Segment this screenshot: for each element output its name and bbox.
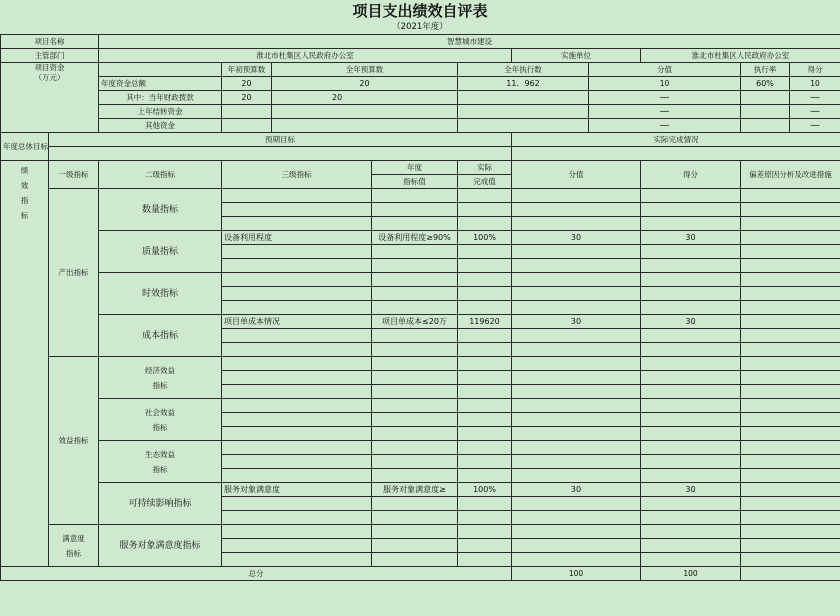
cell[interactable] (222, 497, 372, 511)
satisfaction-line-1: 满意度 (62, 533, 85, 543)
cell[interactable] (222, 455, 372, 469)
total-initial-value[interactable]: 20 (222, 77, 272, 91)
cell[interactable] (372, 539, 458, 553)
cell[interactable] (641, 189, 741, 203)
cost-score-value[interactable]: 30 (512, 315, 641, 329)
cell[interactable] (458, 539, 512, 553)
total-score-row (1, 567, 840, 581)
goals-header-row (1, 133, 840, 147)
carry-exec-blank[interactable] (458, 105, 589, 119)
cell[interactable] (222, 245, 372, 259)
cell[interactable] (641, 553, 741, 567)
cell[interactable] (641, 343, 741, 357)
dept-value[interactable]: 淮北市杜集区人民政府办公室 (99, 49, 512, 63)
cell[interactable] (512, 511, 641, 525)
cost-indicator-label[interactable]: 成本指标 (99, 315, 222, 357)
cell[interactable] (512, 189, 641, 203)
cell[interactable] (372, 273, 458, 287)
cell[interactable] (372, 329, 458, 343)
cell[interactable] (458, 259, 512, 273)
col-reason[interactable]: 偏差原因分析及改进措施 (741, 161, 840, 189)
other-label[interactable]: 其他资金 (99, 119, 222, 133)
cell[interactable] (372, 427, 458, 441)
social-indicator-label[interactable] (99, 399, 222, 441)
cell[interactable] (372, 217, 458, 231)
col-level3[interactable]: 三级指标 (222, 161, 372, 189)
cell[interactable] (372, 455, 458, 469)
cell[interactable] (458, 511, 512, 525)
total-full-value[interactable]: 20 (272, 77, 458, 91)
cell[interactable] (512, 427, 641, 441)
cell[interactable] (222, 413, 372, 427)
satisfaction-sub-label[interactable]: 服务对象满意度指标 (99, 525, 222, 567)
table-row (1, 273, 840, 287)
total-score[interactable]: 10 (790, 77, 840, 91)
cell[interactable] (512, 525, 641, 539)
cell[interactable] (458, 217, 512, 231)
output-indicator-label[interactable]: 产出指标 (49, 189, 99, 357)
quality-indicator-name[interactable]: 设备利用程度 (222, 231, 372, 245)
cell[interactable] (222, 357, 372, 371)
col-actual-top[interactable]: 实际 (458, 161, 512, 175)
social-line-1: 社会效益 (145, 407, 175, 417)
cell[interactable] (641, 413, 741, 427)
cell[interactable] (222, 371, 372, 385)
cell[interactable] (372, 385, 458, 399)
col-exec-rate[interactable]: 执行率 (741, 63, 790, 77)
other-rate-blank[interactable] (741, 119, 790, 133)
sustainable-score[interactable]: 30 (641, 483, 741, 497)
table-row (1, 231, 840, 245)
economic-line-1: 经济效益 (145, 365, 175, 375)
cell[interactable] (458, 399, 512, 413)
col-score-value[interactable]: 分值 (589, 63, 741, 77)
cell[interactable] (372, 511, 458, 525)
cell[interactable] (641, 357, 741, 371)
cell[interactable] (641, 259, 741, 273)
cell[interactable] (458, 469, 512, 483)
fiscal-exec-value[interactable] (458, 91, 589, 105)
project-name-value[interactable]: 智慧城市建设 (99, 35, 840, 49)
cell[interactable] (458, 203, 512, 217)
social-line-2: 指标 (152, 422, 168, 432)
col-ind-score[interactable]: 得分 (641, 161, 741, 189)
cell[interactable] (372, 259, 458, 273)
cell[interactable] (458, 427, 512, 441)
col-level2[interactable]: 二级指标 (99, 161, 222, 189)
cell[interactable] (222, 525, 372, 539)
sustainable-score-value[interactable]: 30 (512, 483, 641, 497)
cell[interactable] (641, 455, 741, 469)
cell[interactable] (222, 343, 372, 357)
cell[interactable] (222, 469, 372, 483)
cost-actual[interactable]: 119620 (458, 315, 512, 329)
table-row (1, 525, 840, 539)
cell[interactable] (222, 511, 372, 525)
quality-score[interactable]: 30 (641, 231, 741, 245)
cell[interactable] (458, 385, 512, 399)
cell[interactable] (222, 539, 372, 553)
cell[interactable] (512, 469, 641, 483)
carry-label[interactable]: 上年结转资金 (99, 105, 222, 119)
cell[interactable] (222, 553, 372, 567)
cell[interactable] (741, 301, 840, 315)
cell[interactable] (458, 553, 512, 567)
cell[interactable] (741, 231, 840, 245)
col-actual-bottom[interactable]: 完成值 (458, 175, 512, 189)
cell[interactable] (512, 441, 641, 455)
cell[interactable] (641, 441, 741, 455)
table-row (1, 189, 840, 203)
col-initial-budget[interactable]: 年初预算数 (222, 63, 272, 77)
quality-actual[interactable]: 100% (458, 231, 512, 245)
indicator-header-row (1, 161, 840, 175)
quantity-indicator-label[interactable]: 数量指标 (99, 189, 222, 231)
footer-score[interactable]: 100 (641, 567, 741, 581)
fiscal-full-value[interactable]: 20 (272, 91, 458, 105)
carry-dash[interactable]: — (589, 105, 741, 119)
total-funds-label[interactable]: 年度资金总额 (99, 77, 222, 91)
cell[interactable] (641, 273, 741, 287)
cell[interactable] (222, 329, 372, 343)
side-char-1: 绩 (20, 166, 29, 175)
cell[interactable] (741, 287, 840, 301)
table-row (1, 399, 840, 413)
cell[interactable] (512, 371, 641, 385)
cell[interactable] (641, 329, 741, 343)
cell[interactable] (372, 441, 458, 455)
cell[interactable] (372, 469, 458, 483)
carry-score-dash[interactable]: — (790, 105, 840, 119)
cell[interactable] (222, 427, 372, 441)
cell[interactable] (741, 539, 840, 553)
cell[interactable] (512, 287, 641, 301)
col-level1[interactable]: 一级指标 (49, 161, 99, 189)
total-score-label[interactable]: 总分 (1, 567, 512, 581)
cell[interactable] (741, 217, 840, 231)
funds-fiscal-row (1, 91, 840, 105)
cell[interactable] (741, 427, 840, 441)
project-name-label[interactable]: 项目名称 (1, 35, 99, 49)
performance-side-label (1, 161, 49, 567)
cell[interactable] (458, 413, 512, 427)
table-row (1, 483, 840, 497)
cell[interactable] (512, 329, 641, 343)
cell[interactable] (512, 343, 641, 357)
cell[interactable] (372, 301, 458, 315)
cell[interactable] (512, 455, 641, 469)
cell[interactable] (512, 553, 641, 567)
table-row (1, 357, 840, 371)
cell[interactable] (641, 497, 741, 511)
cell[interactable] (372, 203, 458, 217)
col-year-top[interactable]: 年度 (372, 161, 458, 175)
timeliness-indicator-label[interactable]: 时效指标 (99, 273, 222, 315)
cell[interactable] (641, 427, 741, 441)
cell[interactable] (512, 539, 641, 553)
total-exec-value[interactable]: 11．962 (458, 77, 589, 91)
cell[interactable] (641, 217, 741, 231)
cell[interactable] (458, 329, 512, 343)
cell[interactable] (372, 497, 458, 511)
carry-rate-blank[interactable] (741, 105, 790, 119)
total-score-value[interactable]: 10 (589, 77, 741, 91)
fiscal-score-dash[interactable]: — (790, 91, 840, 105)
cell[interactable] (641, 301, 741, 315)
table-row (1, 315, 840, 329)
cell[interactable] (641, 245, 741, 259)
side-char-4: 标 (20, 211, 29, 220)
funds-other-row (1, 119, 840, 133)
other-initial-blank[interactable] (222, 119, 272, 133)
ecological-indicator-label[interactable] (99, 441, 222, 483)
sustainable-actual[interactable]: 100% (458, 483, 512, 497)
cell[interactable] (222, 399, 372, 413)
cell[interactable] (458, 189, 512, 203)
cell[interactable] (372, 189, 458, 203)
goals-expected-content[interactable] (49, 147, 512, 161)
cell[interactable] (741, 455, 840, 469)
other-exec-blank[interactable] (458, 119, 589, 133)
cell[interactable] (512, 497, 641, 511)
col-ind-score-value[interactable]: 分值 (512, 161, 641, 189)
ecological-line-1: 生态效益 (145, 449, 175, 459)
cell[interactable] (372, 287, 458, 301)
quality-score-value[interactable]: 30 (512, 231, 641, 245)
cell[interactable] (641, 203, 741, 217)
cost-score[interactable]: 30 (641, 315, 741, 329)
project-name-row (1, 35, 840, 49)
col-exec-amount[interactable]: 全年执行数 (458, 63, 589, 77)
sustainable-indicator-label[interactable]: 可持续影响指标 (99, 483, 222, 525)
cost-indicator-name[interactable]: 项目单成本情况 (222, 315, 372, 329)
goals-label[interactable]: 年度总体目标 (1, 133, 49, 161)
funds-blank-cell[interactable] (99, 63, 222, 77)
goals-actual-content[interactable] (512, 147, 840, 161)
fiscal-dash[interactable]: — (589, 91, 741, 105)
cell[interactable] (458, 525, 512, 539)
cell[interactable] (741, 553, 840, 567)
cell[interactable] (641, 525, 741, 539)
cell[interactable] (372, 343, 458, 357)
cell[interactable] (741, 413, 840, 427)
footer-score-value[interactable]: 100 (512, 567, 641, 581)
cell[interactable] (458, 273, 512, 287)
funds-carry-row (1, 105, 840, 119)
funds-unit: （万元） (34, 73, 65, 82)
fiscal-rate-blank[interactable] (741, 91, 790, 105)
cell[interactable] (641, 469, 741, 483)
cell[interactable] (222, 203, 372, 217)
cell[interactable] (741, 399, 840, 413)
col-score[interactable]: 得分 (790, 63, 840, 77)
cell[interactable] (741, 371, 840, 385)
cell[interactable] (372, 399, 458, 413)
cell[interactable] (372, 357, 458, 371)
funds-total-row (1, 77, 840, 91)
satisfaction-line-2: 指标 (66, 548, 81, 558)
cell[interactable] (741, 469, 840, 483)
cell[interactable] (372, 371, 458, 385)
page-title: 项目支出绩效自评表 (352, 2, 488, 20)
cell[interactable] (741, 483, 840, 497)
quality-indicator-label[interactable]: 质量指标 (99, 231, 222, 273)
other-score-dash[interactable]: — (790, 119, 840, 133)
cell[interactable] (372, 245, 458, 259)
funds-label-cell[interactable] (1, 63, 99, 133)
cell[interactable] (641, 511, 741, 525)
fiscal-initial-value[interactable]: 20 (222, 91, 272, 105)
cell[interactable] (741, 189, 840, 203)
cell[interactable] (641, 399, 741, 413)
carry-initial-blank[interactable] (222, 105, 272, 119)
cell[interactable] (372, 413, 458, 427)
sustainable-indicator-name[interactable]: 服务对象满意度 (222, 483, 372, 497)
dept-label[interactable]: 主管部门 (1, 49, 99, 63)
cell[interactable] (372, 525, 458, 539)
cell[interactable] (222, 217, 372, 231)
side-char-3: 指 (20, 196, 29, 205)
quality-target[interactable]: 设备利用程度≥90% (372, 231, 458, 245)
cell[interactable] (641, 539, 741, 553)
evaluation-table (0, 34, 840, 581)
cell[interactable] (741, 203, 840, 217)
cell[interactable] (458, 371, 512, 385)
year-subtitle: （2021年度） (392, 22, 448, 32)
department-row (1, 49, 840, 63)
cell[interactable] (458, 455, 512, 469)
cell[interactable] (222, 287, 372, 301)
cell[interactable] (741, 245, 840, 259)
cell[interactable] (512, 385, 641, 399)
impl-value[interactable]: 淮北市杜集区人民政府办公室 (641, 49, 840, 63)
cell[interactable] (741, 511, 840, 525)
cell[interactable] (741, 525, 840, 539)
cell[interactable] (512, 301, 641, 315)
cell[interactable] (372, 553, 458, 567)
cell[interactable] (512, 245, 641, 259)
footer-reason-blank[interactable] (741, 567, 840, 581)
cell[interactable] (458, 245, 512, 259)
carry-full-blank[interactable] (272, 105, 458, 119)
economic-indicator-label[interactable] (99, 357, 222, 399)
cell[interactable] (458, 441, 512, 455)
cell[interactable] (641, 371, 741, 385)
cell[interactable] (741, 329, 840, 343)
cell[interactable] (222, 189, 372, 203)
cell[interactable] (512, 273, 641, 287)
cell[interactable] (641, 287, 741, 301)
funds-label: 项目资金 (34, 63, 65, 72)
cell[interactable] (741, 273, 840, 287)
cell[interactable] (741, 497, 840, 511)
cell[interactable] (458, 301, 512, 315)
cell[interactable] (222, 259, 372, 273)
cell[interactable] (512, 357, 641, 371)
cell[interactable] (222, 301, 372, 315)
cell[interactable] (512, 399, 641, 413)
other-full-blank[interactable] (272, 119, 458, 133)
goals-content-row (1, 147, 840, 161)
cell[interactable] (512, 217, 641, 231)
col-year-bottom[interactable]: 指标值 (372, 175, 458, 189)
cell[interactable] (458, 357, 512, 371)
ecological-line-2: 指标 (152, 464, 168, 474)
cell[interactable] (222, 385, 372, 399)
cell[interactable] (641, 385, 741, 399)
cell[interactable] (741, 441, 840, 455)
total-exec-rate[interactable]: 60% (741, 77, 790, 91)
funds-header-row (1, 63, 840, 77)
economic-line-2: 指标 (152, 380, 168, 390)
cost-target[interactable]: 项目单成本≤20万 (372, 315, 458, 329)
cell[interactable] (222, 441, 372, 455)
cell[interactable] (458, 343, 512, 357)
fiscal-label[interactable]: 其中：当年财政拨款 (99, 91, 222, 105)
cell[interactable] (741, 385, 840, 399)
cell[interactable] (741, 259, 840, 273)
goals-expected-header[interactable]: 预期目标 (49, 133, 512, 147)
col-full-budget[interactable]: 全年预算数 (272, 63, 458, 77)
sustainable-target[interactable]: 服务对象满意度≥ (372, 483, 458, 497)
other-dash[interactable]: — (589, 119, 741, 133)
cell[interactable] (512, 413, 641, 427)
cell[interactable] (512, 259, 641, 273)
side-char-2: 效 (20, 181, 29, 190)
cell[interactable] (458, 287, 512, 301)
cell[interactable] (741, 315, 840, 329)
table-row (1, 441, 840, 455)
cell[interactable] (512, 203, 641, 217)
impl-label[interactable]: 实施单位 (512, 49, 641, 63)
cell[interactable] (741, 357, 840, 371)
cell[interactable] (222, 273, 372, 287)
goals-actual-header[interactable]: 实际完成情况 (512, 133, 840, 147)
benefit-indicator-label[interactable]: 效益指标 (49, 357, 99, 525)
cell[interactable] (741, 343, 840, 357)
cell[interactable] (458, 497, 512, 511)
satisfaction-indicator-label[interactable] (49, 525, 99, 567)
